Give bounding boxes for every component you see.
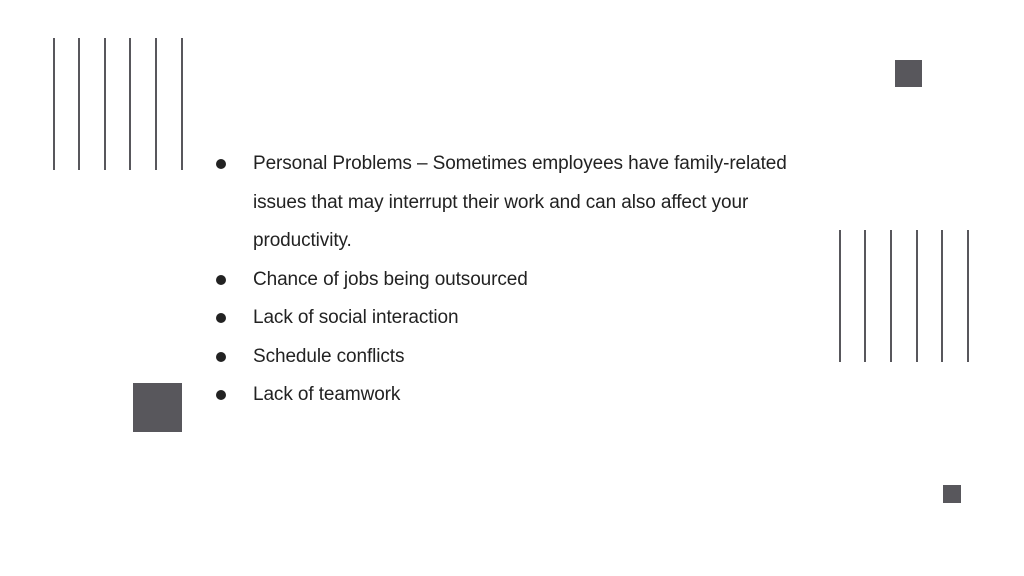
bullet-text: Chance of jobs being outsourced bbox=[253, 268, 528, 290]
bullet-dot-icon bbox=[216, 390, 226, 400]
bullet-dot-icon bbox=[216, 159, 226, 169]
decorative-line bbox=[104, 38, 106, 170]
decorative-line bbox=[916, 230, 918, 362]
bullet-text: Lack of teamwork bbox=[253, 384, 401, 405]
decorative-line bbox=[967, 230, 969, 362]
bullet-list bbox=[214, 145, 794, 415]
bullet-text: Lack of social interaction bbox=[253, 307, 459, 328]
bullet-item bbox=[214, 261, 794, 300]
decorative-line bbox=[941, 230, 943, 362]
decorative-line bbox=[181, 38, 183, 170]
bullet-dot-icon bbox=[216, 313, 226, 323]
decorative-line bbox=[155, 38, 157, 170]
decorative-line bbox=[53, 38, 55, 170]
bullet-text: Schedule conflicts bbox=[253, 345, 405, 367]
bullet-item bbox=[214, 376, 794, 415]
bullet-item bbox=[214, 145, 794, 261]
decorative-line bbox=[839, 230, 841, 362]
bullet-item bbox=[214, 299, 794, 338]
decorative-line bbox=[864, 230, 866, 362]
decorative-square-left bbox=[133, 383, 182, 432]
bullet-dot-icon bbox=[216, 275, 226, 285]
decorative-square-bottom-right bbox=[943, 485, 961, 503]
decorative-square-top-right bbox=[895, 60, 922, 87]
bullet-text: Personal Problems – Sometimes employees have family-related issues that may interrupt their work and can also affect your productivity. bbox=[253, 153, 787, 251]
decorative-line bbox=[129, 38, 131, 170]
bullet-dot-icon bbox=[216, 352, 226, 362]
decorative-line bbox=[890, 230, 892, 362]
bullet-item bbox=[214, 338, 794, 377]
decorative-line bbox=[78, 38, 80, 170]
